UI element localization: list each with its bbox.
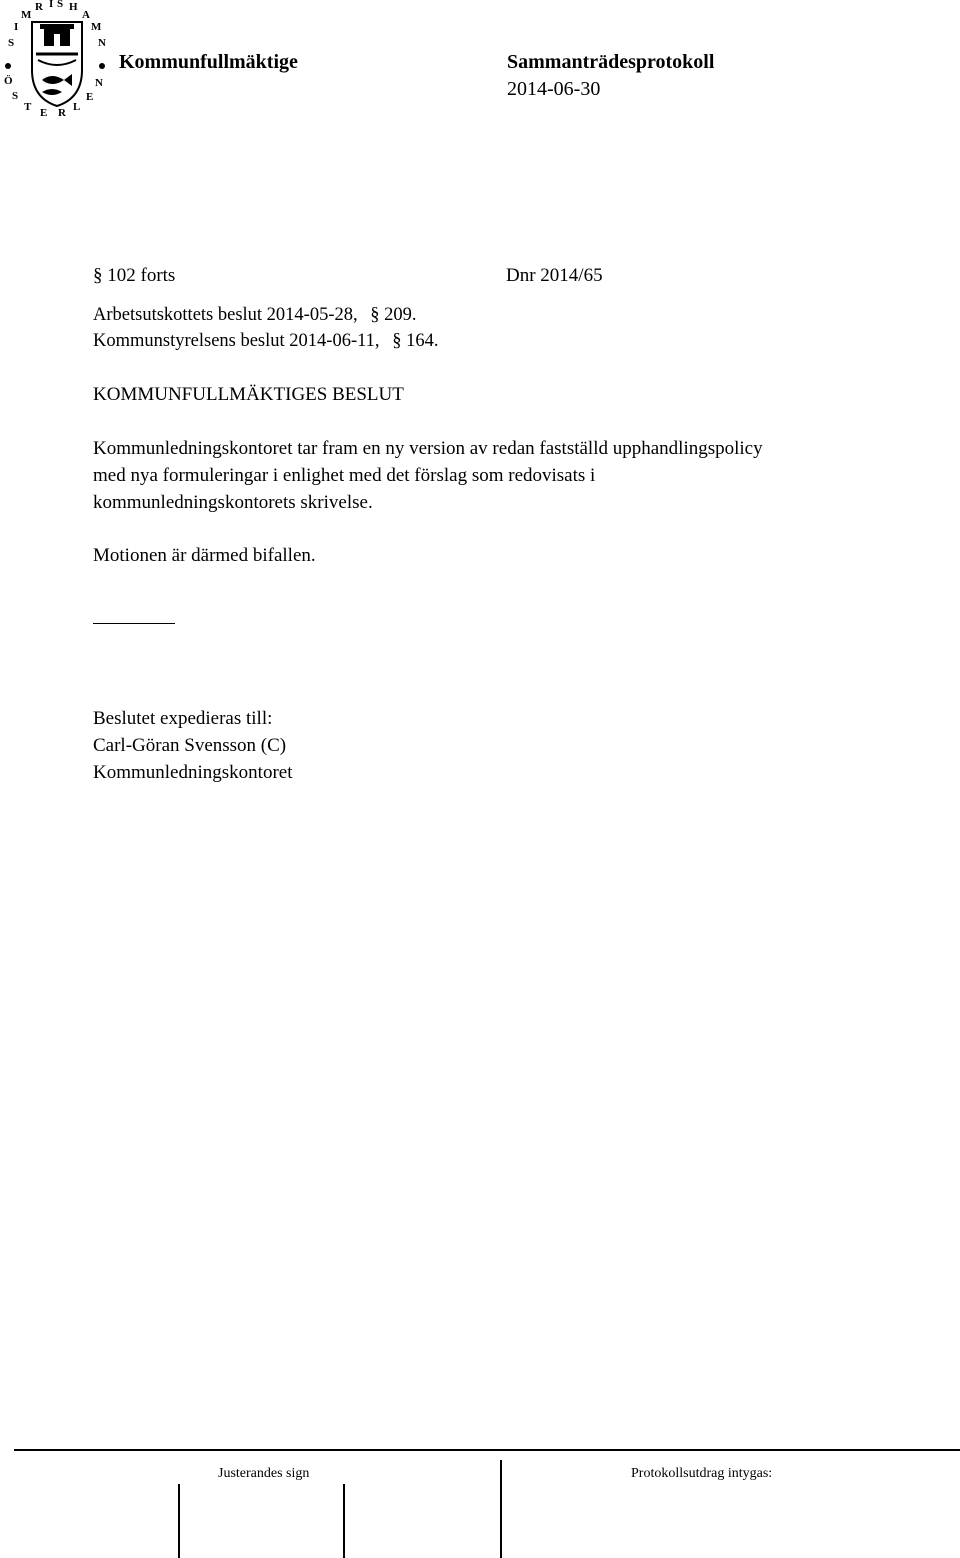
svg-text:R: R	[35, 1, 43, 13]
distribution-recipient: Kommunledningskontoret	[93, 762, 293, 783]
decision-text-line: kommunledningskontorets skrivelse.	[93, 492, 373, 513]
coat-of-arms-logo	[0, 0, 112, 122]
footer-rule	[14, 1449, 960, 1451]
paragraph-heading	[93, 265, 175, 287]
reference-line	[93, 331, 438, 352]
svg-text:R: R	[58, 107, 66, 119]
reference-text: Kommunstyrelsens beslut 2014-06-11,	[93, 331, 380, 351]
paragraph-symbol: §	[392, 331, 402, 351]
divider-short	[93, 623, 175, 624]
svg-text:I: I	[49, 0, 54, 10]
svg-text:N: N	[95, 77, 103, 89]
paragraph-symbol: §	[93, 265, 103, 286]
signature-box-divider	[500, 1460, 502, 1558]
case-number: Dnr 2014/65	[506, 265, 603, 286]
distribution-label: Beslutet expedieras till:	[93, 708, 273, 729]
distribution-recipient: Carl-Göran Svensson (C)	[93, 735, 287, 756]
svg-text:E: E	[40, 107, 48, 119]
svg-text:Ö: Ö	[4, 75, 13, 87]
svg-text:S: S	[8, 37, 15, 49]
decision-text-line: Kommunledningskontoret tar fram en ny version av redan fastställd upphandlingspolicy	[93, 438, 763, 459]
reference-paragraph: 209.	[384, 305, 417, 325]
svg-text:L: L	[73, 101, 81, 113]
decision-heading: KOMMUNFULLMÄKTIGES BESLUT	[93, 384, 404, 405]
paragraph-symbol: §	[370, 305, 380, 325]
svg-text:E: E	[86, 91, 94, 103]
svg-text:N: N	[98, 37, 106, 49]
svg-text:I: I	[14, 21, 19, 33]
signature-box-divider	[343, 1484, 345, 1558]
organ-title: Kommunfullmäktige	[119, 51, 298, 73]
svg-text:A: A	[82, 9, 90, 21]
document-type: Sammanträdesprotokoll	[507, 51, 715, 73]
extract-certified-label: Protokollsutdrag intygas:	[631, 1466, 773, 1481]
svg-text:M: M	[21, 9, 32, 21]
svg-text:T: T	[24, 101, 32, 113]
svg-text:S: S	[57, 0, 64, 10]
meeting-date: 2014-06-30	[507, 78, 601, 100]
reference-paragraph: 164.	[406, 331, 439, 351]
signature-box-divider	[178, 1484, 180, 1558]
reference-text: Arbetsutskottets beslut 2014-05-28,	[93, 305, 358, 325]
signature-label: Justerandes sign	[218, 1466, 310, 1481]
svg-text:S: S	[12, 90, 19, 102]
motion-result: Motionen är därmed bifallen.	[93, 545, 316, 566]
reference-line	[93, 305, 417, 326]
svg-text:H: H	[69, 1, 78, 13]
svg-text:M: M	[91, 21, 102, 33]
paragraph-number: 102 forts	[107, 265, 176, 286]
decision-text-line: med nya formuleringar i enlighet med det förslag som redovisats i	[93, 465, 596, 486]
